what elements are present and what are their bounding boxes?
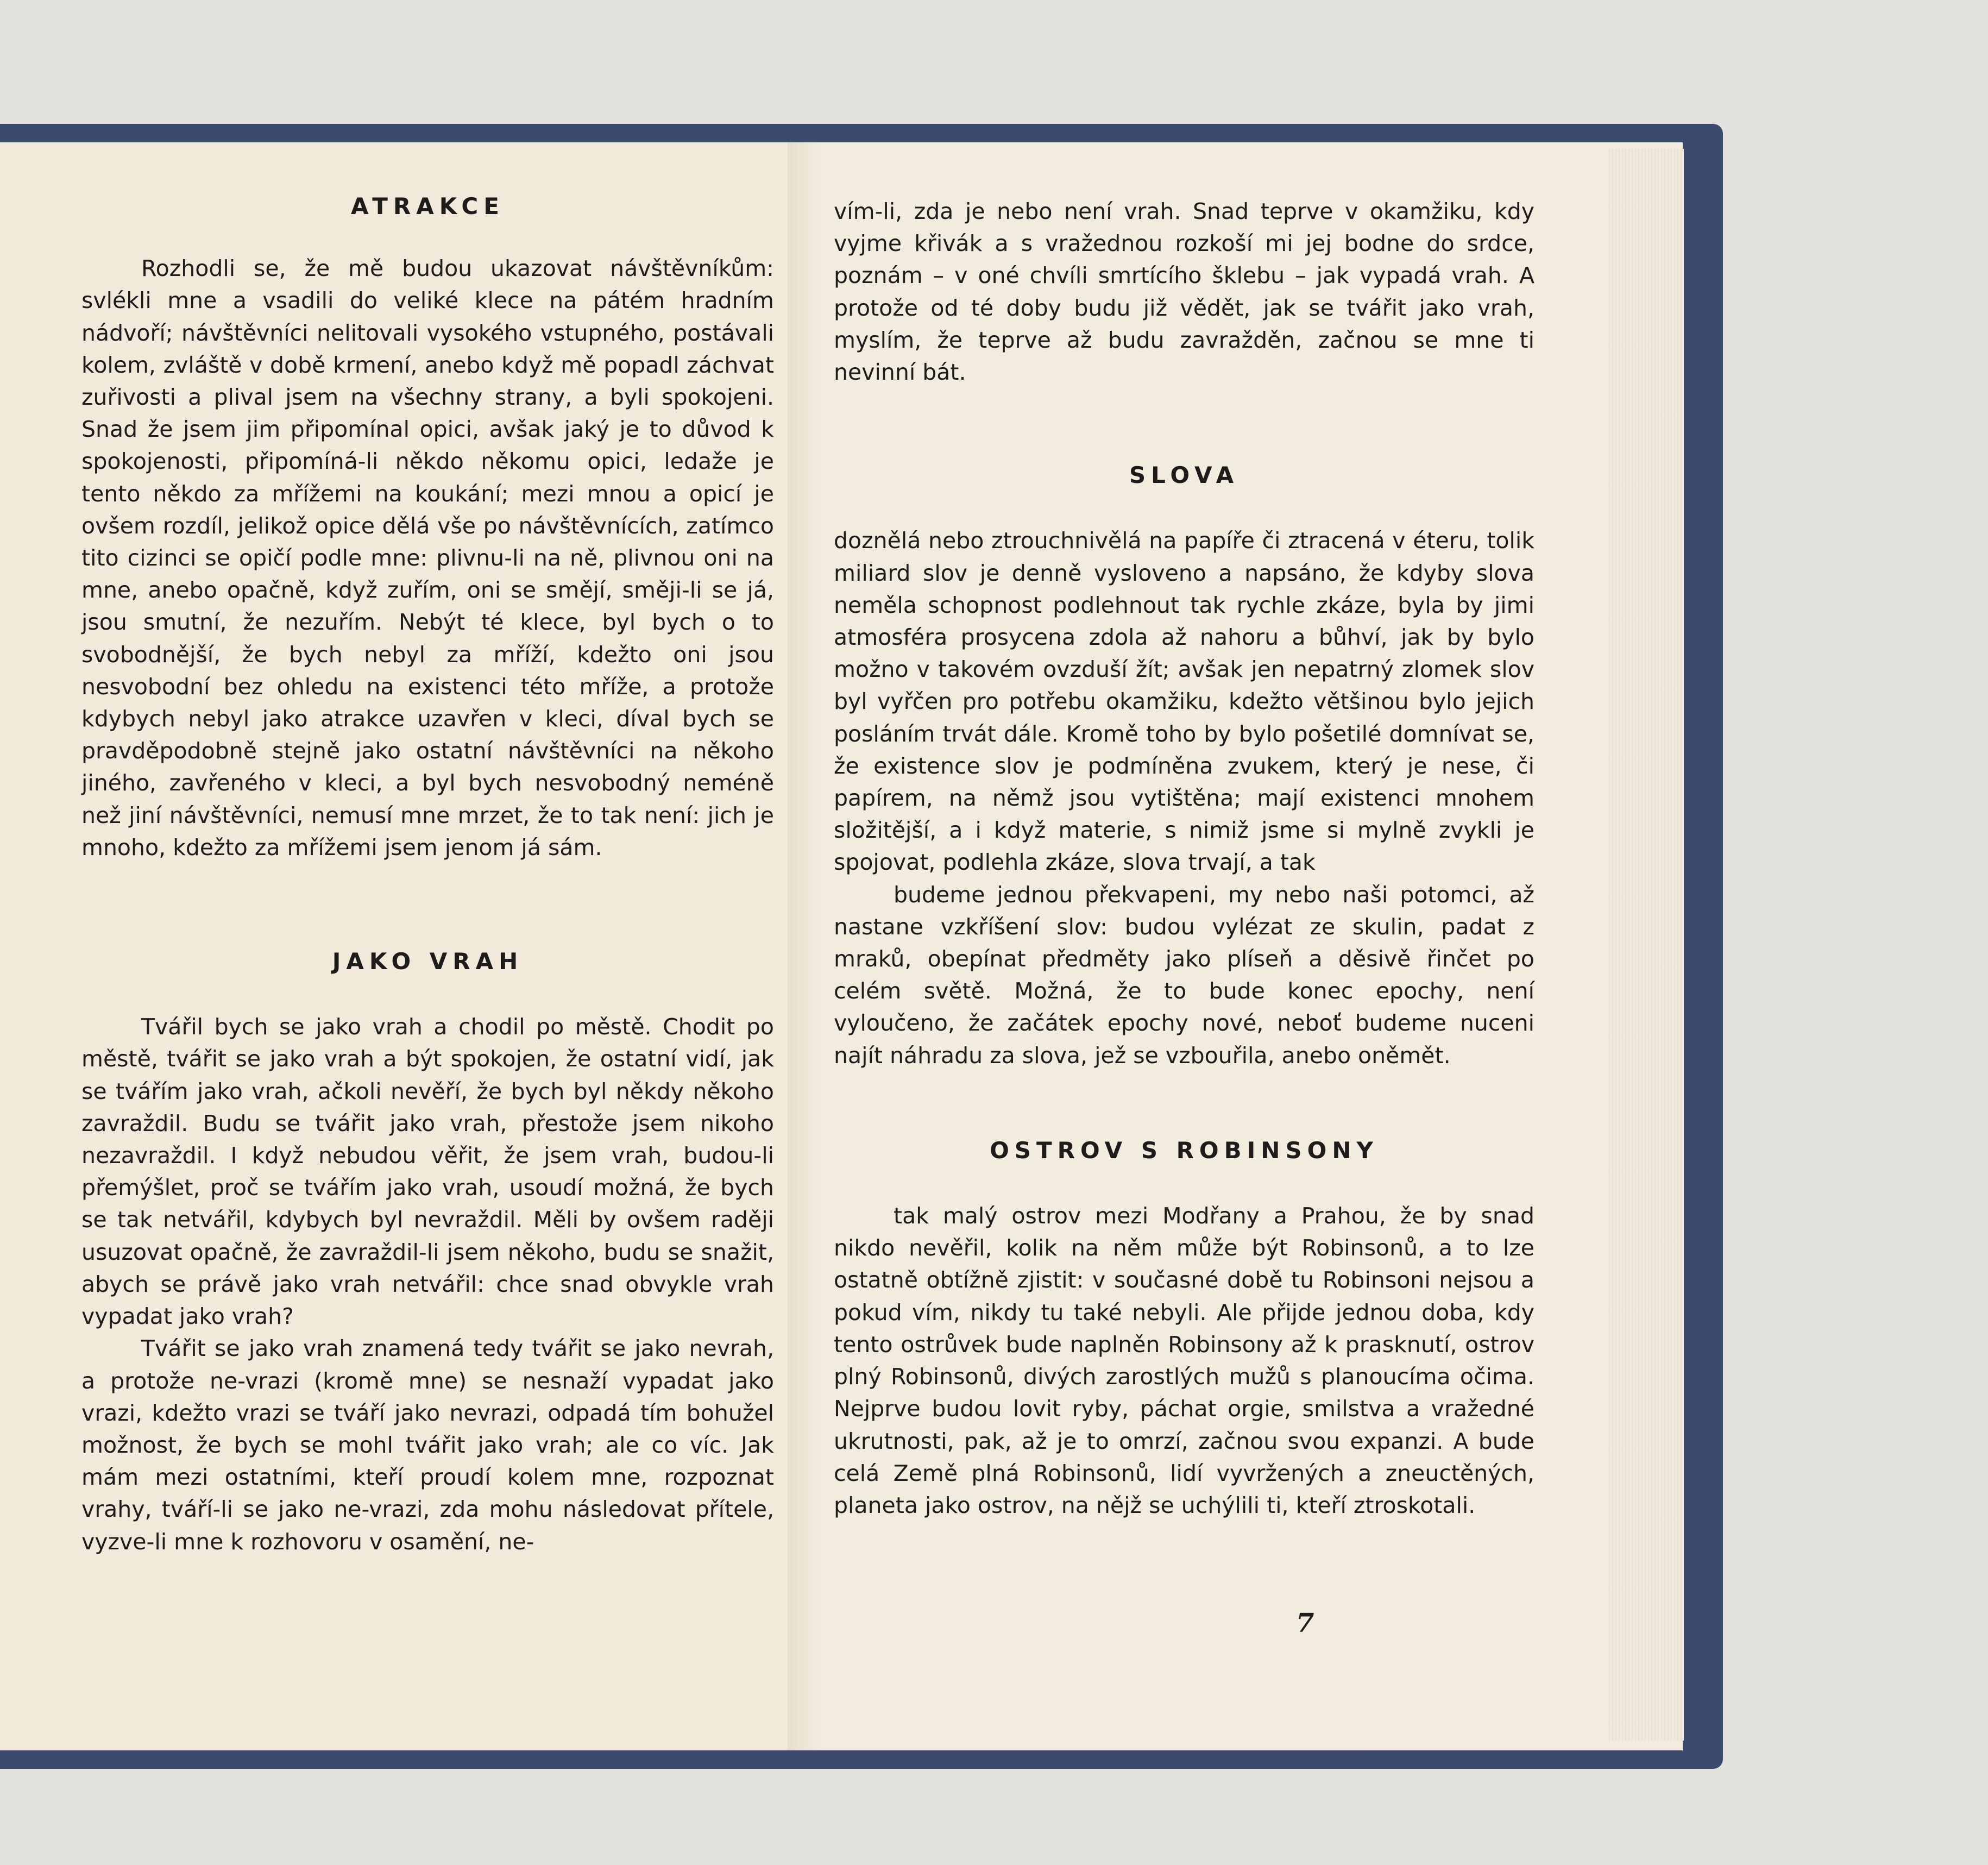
jako-vrah-paragraph-2: Tvářit se jako vrah znamená tedy tvářit se jako nevrah, a protože ne-vrazi (kromě mne) se nesnaží vypadat jako vrazi, kdežto vrazi se tváří jako nevrazi, odpadá tím bohužel možnost, že bych se mohl tvářit jako vrah; ale co víc. Jak mám mezi ostatními, kteří proudí kolem mne, rozpoznat vrahy, tváří-li se jako ne-vrazi, zda mohu následovat přítele, vyzve-li mne k rozhovoru v osamění, ne- bbox=[81, 1335, 774, 1555]
ostrov-paragraph: tak malý ostrov mezi Modřany a Prahou, že by snad nikdo nevěřil, kolik na něm může být Robinsonů, a to lze ostatně obtížně zjistit: v současné době tu Robinsoni nejsou a pokud vím, nikdy tu také nebyli. Ale přijde jednou doba, kdy tento ostrůvek bude naplněn Robinsony až k prasknutí, ostrov plný Robinsonů, divých zarostlých mužů s planoucíma očima. Nejprve budou lovit ryby, páchat orgie, smilstva a vražedné ukrutnosti, pak, až je to omrzí, začnou svou expanzi. A bude celá Země plná Robinsonů, lidí vyvržených a zneuctěných, planeta jako ostrov, na nějž se uchýlili ti, kteří ztroskotali. bbox=[834, 1203, 1534, 1518]
section-title-jako-vrah: JAKO VRAH bbox=[332, 948, 524, 975]
section-title-ostrov-s-robinsony: OSTROV S ROBINSONY bbox=[990, 1136, 1379, 1164]
slova-paragraph-2: budeme jednou překvapeni, my nebo naši potomci, až nastane vzkříšení slov: budou vylézat ze skulin, padat z mraků, obepínat předměty jako plíseň a děsivě řinčet po celém světě. Možná, že to bude konec epochy, není vyloučeno, že začátek epochy nové, neboť budeme nuceni najít náhradu za slova, jež se vzbouřila, anebo oněmět. bbox=[834, 881, 1534, 1069]
section-title-slova: SLOVA bbox=[1129, 462, 1240, 489]
continuation-paragraph: vím-li, zda je nebo není vrah. Snad teprve v okamžiku, kdy vyjme křivák a s vražednou rozkoší mi jej bodne do srdce, poznám – v oné chvíli smrtícího šklebu – jak vypadá vrah. A protože od té doby budu již vědět, jak se tvářit jako vrah, myslím, že teprve až budu zavražděn, začnou se mne ti nevinní bát. bbox=[834, 198, 1534, 386]
atrakce-paragraph: Rozhodli se, že mě budou ukazovat návštěvníkům: svlékli mne a vsadili do veliké klece na pátém hradním nádvoří; návštěvníci nelitovali vysokého vstupného, postávali kolem, zvláště v době krmení, anebo když mě popadl záchvat zuřivosti a plival jsem na všechny strany, a byli spokojeni. Snad že jsem jim připomínal opici, avšak jaký je to důvod k spokojenosti, připomíná-li někdo někomu opici, ledaže je tento někdo za mřížemi na koukání; mezi mnou a opicí je ovšem rozdíl, jelikož opice dělá vše po návštěvnících, zatímco tito cizinci se opičí podle mne: plivnu-li na ně, plivnou oni na mne, anebo opačně, když zuřím, oni se smějí, směji-li se já, jsou smutní, že nezuřím. Nebýt té klece, byl bych o to svobodnější, že bych nebyl za mříží, kdežto oni jsou nesvobodní bez ohledu na existenci této mříže, a protože kdybych nebyl jako atrakce uzavřen v kleci, díval bych se pravděpodobně stejně jako ostatní návštěvníci na někoho jiného, zavřeného v kleci, a byl bych nesvobodný neméně než jiní návštěvníci, nemusí mne mrzet, že to tak není: jich je mnoho, kdežto za mřížemi jsem jenom já sám. bbox=[81, 255, 774, 861]
slova-paragraph-1: doznělá nebo ztrouchnivělá na papíře či ztracená v éteru, tolik miliard slov je denně vysloveno a napsáno, že kdyby slova neměla schopnost podlehnout tak rychle zkáze, byla by jimi atmosféra prosycena zdola až nahoru a bůhví, jak by bylo možno v takovém ovzduší žít; avšak jen nepatrný zlomek slov byl vyřčen pro potřebu okamžiku, kdežto většinou bylo jejich posláním trvát dále. Kromě toho by bylo pošetilé domnívat se, že existence slov je podmíněna zvukem, který je nese, či papírem, na němž jsou vytištěna; mají existenci mnohem složitější, a i když materie, s nimiž jsme si mylně zvykli je spojovat, podlehla zkáze, slova trvají, a tak bbox=[834, 528, 1534, 876]
section-title-atrakce: ATRAKCE bbox=[351, 193, 505, 219]
page-number: 7 bbox=[1296, 1608, 1314, 1638]
page-edges bbox=[1608, 149, 1684, 1741]
right-page-text bbox=[834, 196, 1534, 1522]
left-page-text bbox=[81, 190, 774, 1558]
jako-vrah-paragraph-1: Tvářil bych se jako vrah a chodil po městě. Chodit po městě, tvářit se jako vrah a být spokojen, že ostatní vidí, jak se tvářím jako vrah, ačkoli nevěří, že bych byl někdy někoho zavraždil. Budu se tvářit jako vrah, přestože jsem nikoho nezavraždil. I když nebudou věřit, že jsem vrah, budou-li přemýšlet, proč se tvářím jako vrah, usoudí možná, že bych se tak netvářil, kdybych byl nevraždil. Měli by ovšem raději usuzovat opačně, že zavraždil-li jsem někoho, budu se snažit, abych se právě jako vrah netvářil: chce snad obvykle vrah vypadat jako vrah? bbox=[81, 1014, 774, 1330]
